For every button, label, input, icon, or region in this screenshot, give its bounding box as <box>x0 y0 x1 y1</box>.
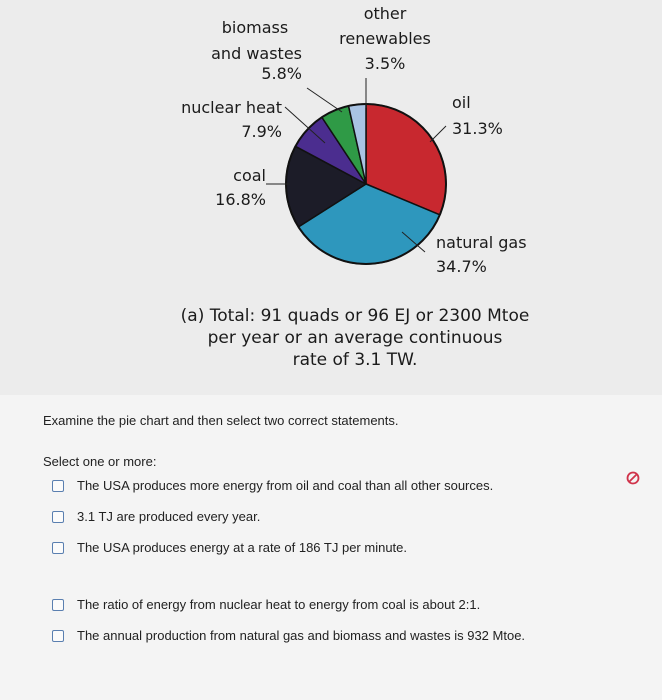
option-1[interactable] <box>52 478 493 493</box>
option-5[interactable] <box>52 628 525 643</box>
checkbox[interactable] <box>52 480 64 492</box>
label-biomass: biomass <box>221 18 289 37</box>
option-2[interactable] <box>52 509 260 524</box>
option-label: 3.1 TJ are produced every year. <box>77 509 261 524</box>
select-hint: Select one or more: <box>43 454 157 469</box>
figure-caption: (a) Total: 91 quads or 96 EJ or 2300 Mtoe per year or an average continuous rate of 3.1 TW. <box>180 306 530 370</box>
no-entry-flag-icon[interactable] <box>626 471 640 485</box>
checkbox[interactable] <box>52 511 64 523</box>
option-label: The ratio of energy from nuclear heat to energy from coal is about 2:1. <box>77 597 481 612</box>
checkbox[interactable] <box>52 542 64 554</box>
checkbox[interactable] <box>52 630 64 642</box>
label-nuclear-heat: nuclear heat 7.9% <box>181 98 282 141</box>
label-biomass-line2: and wastes 5.8% <box>211 44 302 83</box>
label-coal: coal 16.8% <box>215 166 266 209</box>
label-other-renewables: other renewables 3.5% <box>339 4 431 73</box>
label-oil: oil 31.3% <box>452 93 503 138</box>
option-4[interactable] <box>52 597 480 612</box>
option-label: The USA produces energy at a rate of 186 TJ per minute. <box>77 540 408 555</box>
leader-line-biomass <box>307 88 342 112</box>
leader-line-oil <box>430 126 446 142</box>
option-label: The USA produces more energy from oil and coal than all other sources. <box>77 478 494 493</box>
checkbox[interactable] <box>52 599 64 611</box>
label-natural-gas: natural gas 34.7% <box>436 233 527 276</box>
question-text: Examine the pie chart and then select two correct statements. <box>43 413 399 428</box>
option-3[interactable] <box>52 540 407 555</box>
option-label: The annual production from natural gas and biomass and wastes is 932 Mtoe. <box>77 628 526 643</box>
